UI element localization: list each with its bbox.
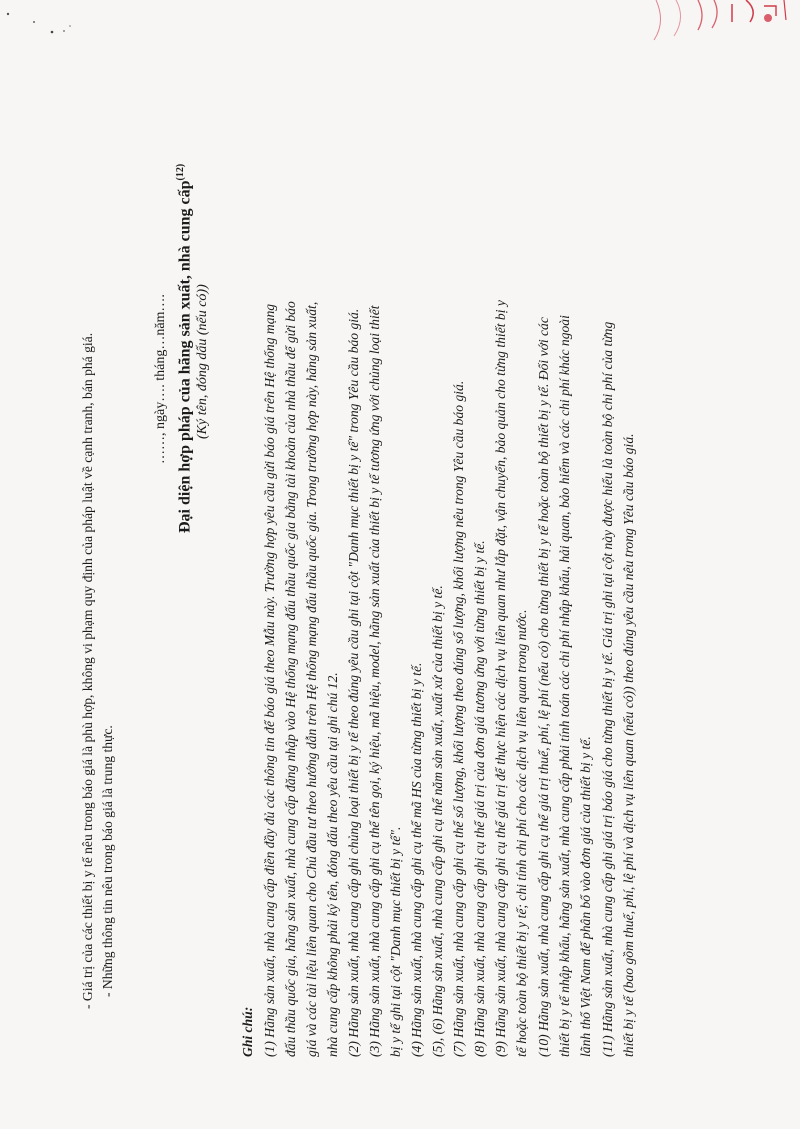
notes-heading: Ghi chú:	[240, 1006, 255, 1057]
signature-title-text: Đại diện hợp pháp của hãng sản xuất, nhà cung cấp	[176, 180, 194, 533]
signature-date: ……, ngày…. tháng…năm….	[153, 294, 168, 464]
intro-line-1: - Giá trị của các thiết bị y tế nêu trong báo giá là phù hợp, không vi phạm quy định của pháp luật về cạnh tranh, bán phá giá.	[80, 332, 95, 1009]
note-line: (2) Hãng sản xuất, nhà cung cấp ghi chủng loại thiết bị y tế theo đúng yêu cầu ghi tại cột "Danh mục thiết bị y tế" trong Yêu cầu báo giá.	[346, 308, 361, 1057]
note-line: thiết bị y tế nhập khẩu, hãng sản xuất, nhà cung cấp phải tính toán các chi phí nhập khẩu, hải quan, bảo hiểm và các chi phí khác ngoài	[557, 315, 572, 1057]
note-line: (9) Hãng sản xuất, nhà cung cấp ghi cụ thể giá trị để thực hiện các dịch vụ liên quan như lắp đặt, vận chuyển, bảo quản cho từng thiết bị y	[493, 300, 508, 1057]
note-line: nhà cung cấp không phải ký tên, đóng dấu theo yêu cầu tại ghi chú 12.	[325, 672, 340, 1057]
note-line: (1) Hãng sản xuất, nhà cung cấp điền đầy đủ các thông tin để báo giá theo Mẫu này. Trường hợp yêu cầu gửi báo giá trên Hệ thống mạng	[262, 303, 277, 1057]
signature-footnote: (12)	[175, 163, 186, 181]
note-line: giá và các tài liệu liên quan cho Chủ đầu tư theo hướng dẫn trên Hệ thống mạng đấu thầu quốc gia. Trong trường hợp này, hãng sản xuất,	[304, 301, 319, 1057]
note-line: tế hoặc toàn bộ thiết bị y tế; chi tính chi phí cho các dịch vụ liên quan trong nước.	[514, 609, 529, 1057]
note-line: (7) Hãng sản xuất, nhà cung cấp ghi cụ thể số lượng, khối lượng theo đúng số lượng, khối lượng nêu trong Yêu cầu báo giá.	[451, 380, 466, 1057]
note-line: (8) Hãng sản xuất, nhà cung cấp ghi cụ thể giá trị của đơn giá tương ứng với từng thiết bị y tế.	[472, 540, 487, 1057]
signature-title	[173, 164, 193, 533]
note-line: (10) Hãng sản xuất, nhà cung cấp ghi cụ thể giá trị thuế, phí, lệ phí (nếu có) cho từng thiết bị y tế hoặc toàn bộ thiết bị y tế. Đối với các	[536, 317, 551, 1057]
note-line: đấu thầu quốc gia, hãng sản xuất, nhà cung cấp đăng nhập vào Hệ thống mạng đấu thầu quốc gia bằng tài khoản của nhà thầu để gửi báo	[283, 301, 298, 1057]
note-line: lãnh thổ Việt Nam để phân bổ vào đơn giá của thiết bị y tế.	[578, 736, 593, 1057]
note-line: bị y tế ghi tại cột "Danh mục thiết bị y tế".	[388, 826, 403, 1057]
note-line: (5), (6) Hãng sản xuất, nhà cung cấp ghi cụ thể năm sản xuất, xuất xứ của thiết bị y tế.	[430, 585, 445, 1057]
intro-line-2: - Những thông tin nêu trong báo giá là trung thực.	[100, 725, 115, 997]
note-line: (11) Hãng sản xuất, nhà cung cấp ghi giá trị báo giá cho từng thiết bị y tế. Giá trị ghi tại cột này được hiểu là toàn bộ chi phí của từng	[600, 321, 615, 1057]
note-line: thiết bị y tế (bao gồm thuế, phí, lệ phí và dịch vụ liên quan (nếu có)) theo đúng yêu cầu nêu trong Yêu cầu báo giá.	[621, 433, 636, 1057]
signature-subtitle: (Ký tên, đóng dấu (nếu có))	[195, 284, 210, 439]
note-line: (3) Hãng sản xuất, nhà cung cấp ghi cụ thể tên gọi, ký hiệu, mã hiệu, model, hãng sản xuất của thiết bị y tế tương ứng với chủng loại thiết	[367, 305, 382, 1057]
note-line: (4) Hãng sản xuất, nhà cung cấp ghi cụ thể mã HS của từng thiết bị y tế.	[409, 662, 424, 1057]
